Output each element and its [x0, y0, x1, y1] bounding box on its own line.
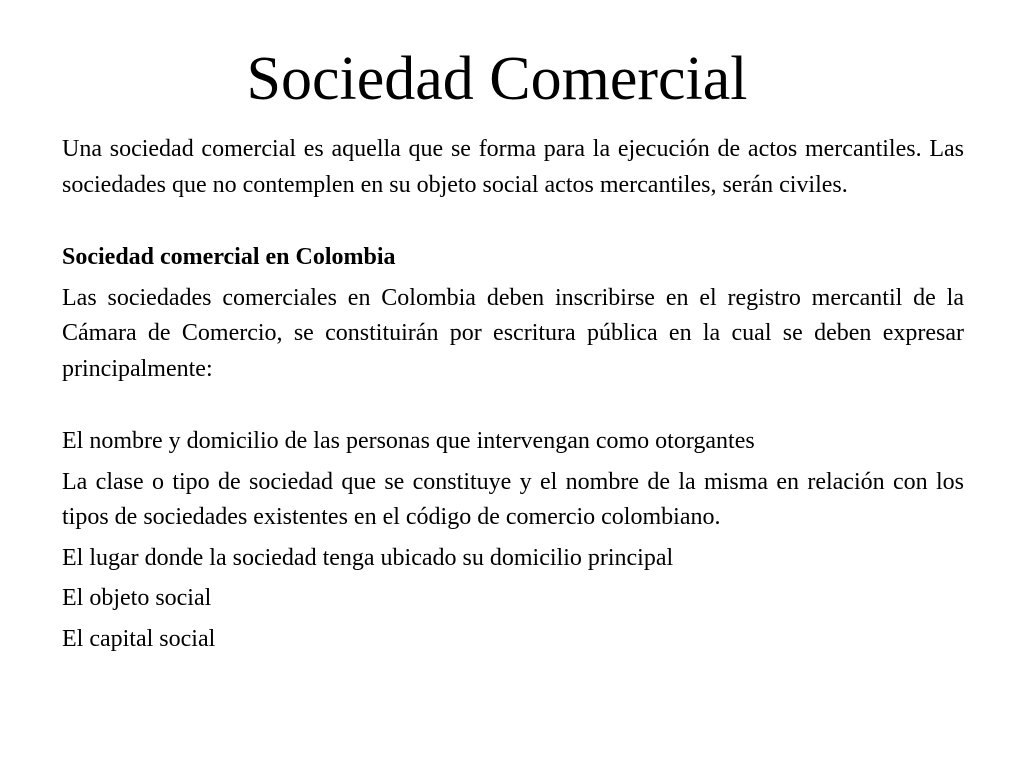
requirement-item: La clase o tipo de sociedad que se constituye y el nombre de la misma en relación con los tipos de sociedades existentes en el código de comercio colombiano. — [62, 468, 964, 530]
requirement-item: El lugar donde la sociedad tenga ubicado su domicilio principal — [62, 544, 674, 571]
requirement-item: El capital social — [62, 625, 216, 652]
colombia-paragraph: Las sociedades comerciales en Colombia deben inscribirse en el registro mercantil de la Cámara de Comercio, se constituirán por escritura pública en la cual se deben expresar principalmente: — [62, 284, 964, 382]
section-subheading: Sociedad comercial en Colombia — [62, 244, 396, 270]
requirement-item: El nombre y domicilio de las personas que intervengan como otorgantes — [62, 428, 755, 454]
slide-title: Sociedad Comercial — [246, 45, 748, 113]
intro-paragraph: Una sociedad comercial es aquella que se forma para la ejecución de actos mercantiles. Las sociedades que no contemplen en su objeto social actos mercantiles, serán civiles. — [62, 136, 964, 198]
requirement-item: El objeto social — [62, 585, 212, 611]
slide-body — [62, 132, 964, 657]
